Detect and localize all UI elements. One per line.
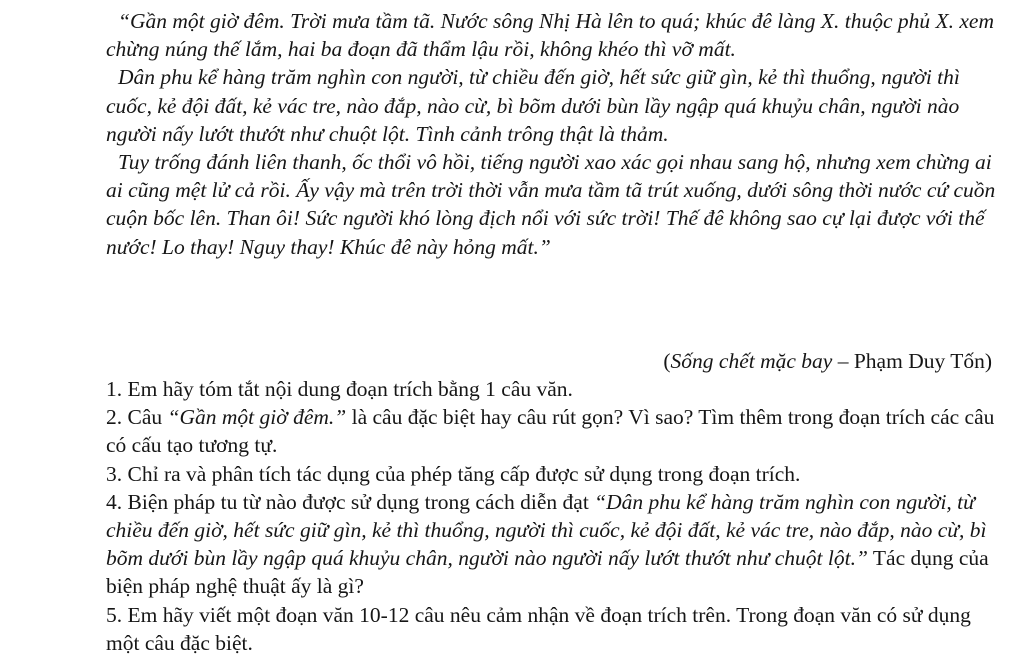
question-4 [106,488,998,601]
excerpt-paragraph-2: Dân phu kể hàng trăm nghìn con người, từ chiều đến giờ, hết sức giữ gìn, kẻ thì thuổng, người thì cuốc, kẻ đội đất, kẻ vác tre, nào đắp, nào cừ, bì bõm dưới bùn lầy ngập quá khuỷu chân, người nào người nấy lướt thướt như chuột lột. Tình cảnh trông thật là thảm. [106,65,960,146]
excerpt-paragraph-1: “Gần một giờ đêm. Trời mưa tầm tã. Nước sông Nhị Hà lên to quá; khúc đê làng X. thuộc phủ X. xem chừng núng thế lắm, hai ba đoạn đã thẩm lậu rồi, không khéo thì vỡ mất. [106,9,994,62]
question-4-quote: “Dân phu kể hàng trăm nghìn con người, từ chiều đến giờ, hết sức giữ gìn, kẻ thì thuổng, người thì cuốc, kẻ đội đất, kẻ vác tre, nào đắp, nào cừ, bì bõm dưới bùn lầy ngập quá khuỷu chân, người nào người nấy lướt thướt như chuột lột.” [106,489,987,571]
question-4-rest: Tác dụng của biện pháp nghệ thuật ấy là gì? [106,546,989,599]
question-2-quote: “Gần một giờ đêm.” [167,405,347,430]
question-2-lead: 2. Câu [106,405,168,430]
excerpt-paragraph-3: Tuy trống đánh liên thanh, ốc thổi vô hồi, tiếng người xao xác gọi nhau sang hộ, nhưng xem chừng ai ai cũng mệt lử cả rồi. Ấy vậy mà trên trời thời vẫn mưa tầm tã trút xuống, dưới sông thời nước cứ cuồn cuộn bốc lên. Than ôi! Sức người khó lòng địch nổi với sức trời! Thế đê không sao cự lại được với thế nước! Lo thay! Nguy thay! Khúc đê này hỏng mất.” [106,150,996,259]
question-1: 1. Em hãy tóm tắt nội dung đoạn trích bằng 1 câu văn. [106,377,573,401]
question-5: 5. Em hãy viết một đoạn văn 10-12 câu nêu cảm nhận về đoạn trích trên. Trong đoạn văn có sử dụng một câu đặc biệt. [106,602,971,655]
excerpt-passage [106,7,996,261]
source-title: Sống chết mặc bay [670,349,833,373]
excerpt-source [106,347,992,375]
question-2 [106,403,998,459]
source-author: – Phạm Duy Tốn) [832,349,992,373]
question-list [106,375,998,657]
question-3: 3. Chỉ ra và phân tích tác dụng của phép tăng cấp được sử dụng trong đoạn trích. [106,461,801,486]
question-2-rest: là câu đặc biệt hay câu rút gọn? Vì sao? Tìm thêm trong đoạn trích các câu có cấu tạo tương tự. [106,405,995,458]
question-4-lead: 4. Biện pháp tu từ nào được sử dụng trong cách diễn đạt [106,489,595,514]
source-open-paren: ( [663,349,671,373]
